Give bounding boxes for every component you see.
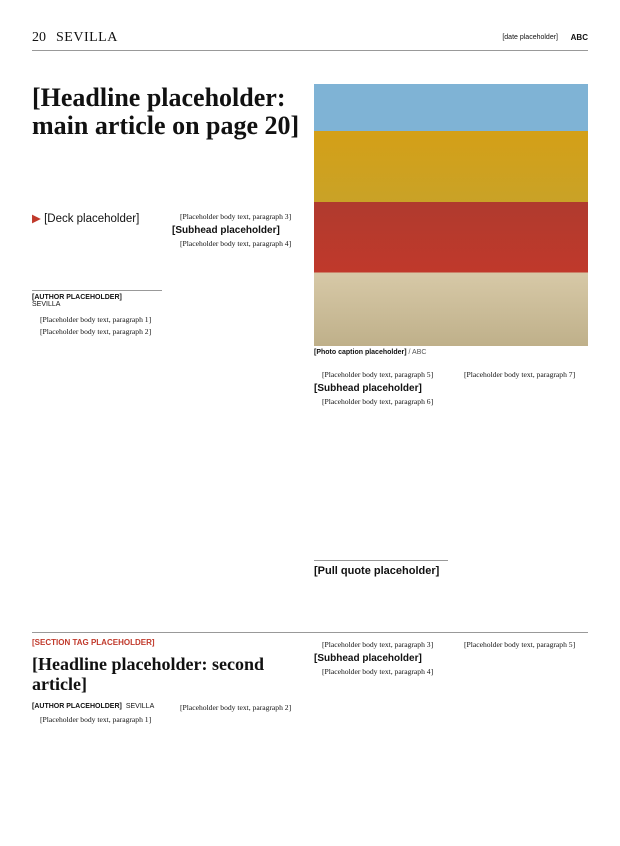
paragraph: [Placeholder body text, paragraph 7] (464, 370, 576, 379)
section-name: SEVILLA (56, 30, 118, 45)
paragraph: [Placeholder body text, paragraph 5] (322, 370, 434, 379)
dateline: SEVILLA (32, 301, 61, 308)
main-headline: [Headline placeholder: main article on page 20] (32, 83, 300, 140)
author: [AUTHOR PLACEHOLDER] (32, 294, 122, 301)
subhead: [Subhead placeholder] (314, 383, 422, 394)
section-tag: [SECTION TAG PLACEHOLDER] (32, 638, 155, 647)
deck-text: [Deck placeholder] (44, 213, 140, 225)
second-headline: [Headline placeholder: second article] (32, 654, 264, 694)
paragraph: [Placeholder body text, paragraph 6] (322, 397, 434, 406)
issue-date: [date placeholder] (502, 34, 558, 41)
paragraph: [Placeholder body text, paragraph 4] (180, 239, 292, 248)
main-byline (32, 290, 162, 308)
paragraph: [Placeholder body text, paragraph 3] (180, 212, 292, 221)
dateline: SEVILLA (125, 703, 155, 710)
paragraph: [Placeholder body text, paragraph 4] (322, 667, 434, 676)
paragraph: [Placeholder body text, paragraph 5] (464, 640, 576, 649)
main-col-4 (456, 370, 588, 615)
paragraph: [Placeholder body text, paragraph 2] (180, 703, 292, 712)
second-col-4 (456, 640, 588, 841)
second-byline (32, 703, 154, 710)
pull-quote: [Pull quote placeholder] (314, 560, 448, 578)
deck-arrow-icon: ▶ (32, 213, 41, 225)
masthead-logo: ABC (570, 33, 588, 42)
main-col-2 (172, 212, 306, 615)
main-col-3 (314, 370, 448, 555)
photo-caption (314, 349, 588, 356)
subhead: [Subhead placeholder] (314, 653, 422, 664)
page-number: 20 (32, 30, 46, 45)
page-header (32, 30, 588, 51)
second-col-2 (172, 703, 306, 841)
paragraph: [Placeholder body text, paragraph 1] (40, 315, 152, 324)
author: [AUTHOR PLACEHOLDER] (32, 703, 122, 710)
main-col-1 (32, 315, 162, 615)
caption-text: [Photo caption placeholder] (314, 349, 407, 356)
paragraph: [Placeholder body text, paragraph 3] (322, 640, 434, 649)
paragraph: [Placeholder body text, paragraph 1] (40, 715, 152, 724)
second-col-1 (32, 715, 162, 841)
subhead: [Subhead placeholder] (172, 225, 280, 236)
article-divider (32, 632, 588, 633)
main-deck (32, 212, 162, 226)
chapel-photo (314, 84, 588, 346)
second-col-3 (314, 640, 448, 841)
paragraph: [Placeholder body text, paragraph 2] (40, 327, 152, 336)
photo-credit: / ABC (408, 349, 427, 356)
